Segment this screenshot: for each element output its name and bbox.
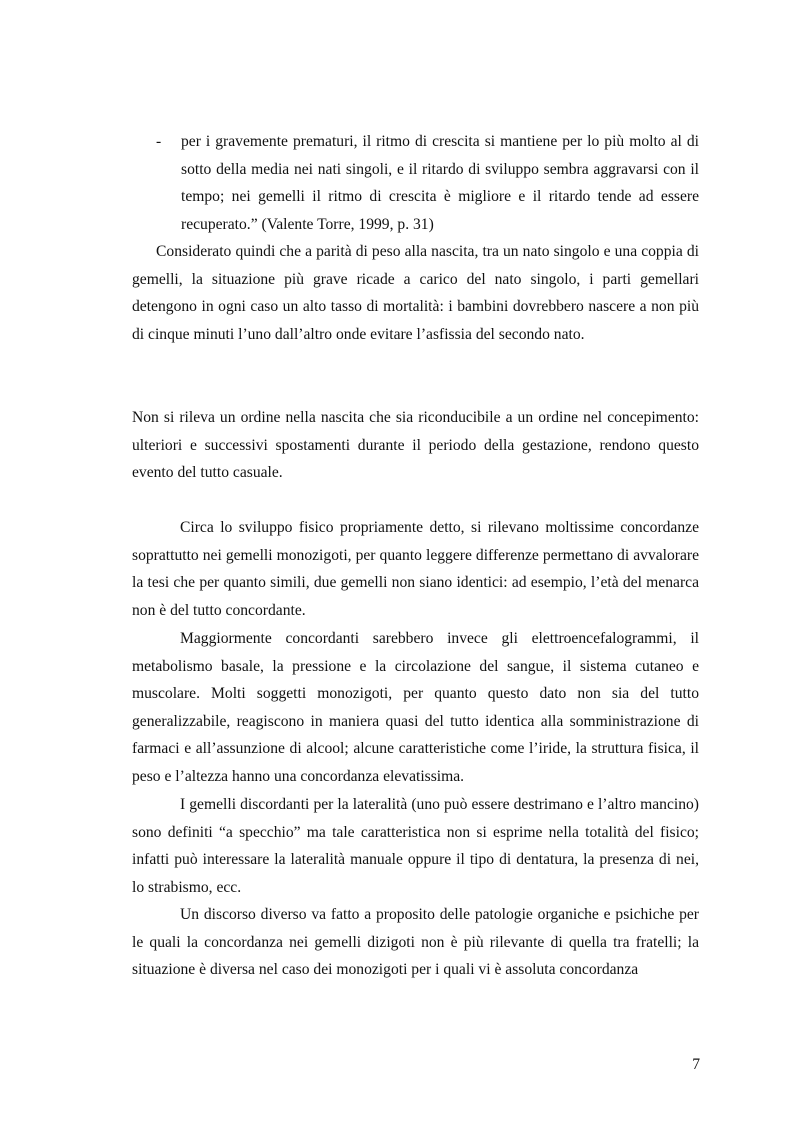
page-number: 7 bbox=[692, 1056, 700, 1073]
paragraph-birth-order: Non si rileva un ordine nella nascita che sia riconducibile a un ordine nel concepimento: ulteriori e successivi spostamenti durante il periodo della gestazione, rendono questo evento del tutto casuale. bbox=[132, 409, 699, 482]
list-item-text: per i gravemente prematuri, il ritmo di crescita si mantiene per lo più molto al di sotto della media nei nati singoli, e il ritardo di sviluppo sembra aggravarsi con il tempo; nei gemelli il ritmo di crescita è migliore e il ritardo tende ad essere recuperato.” (Valente Torre, 1999, p. 31) bbox=[181, 133, 699, 233]
paragraph-concordances: Maggiormente concordanti sarebbero invece gli elettroencefalogrammi, il metabolismo basale, la pressione e la circolazione del sangue, il sistema cutaneo e muscolare. Molti soggetti monozigoti, per quanto questo dato non sia del tutto generalizzabile, reagiscono in maniera quasi del tutto identica alla somministrazione di farmaci e all’assunzione di alcool; alcune caratteristiche come l’iride, la struttura fisica, il peso e l’altezza hanno una concordanza elevatissima. bbox=[132, 630, 699, 785]
paragraph-physical-development: Circa lo sviluppo fisico propriamente detto, si rilevano moltissime concordanze soprattutto nei gemelli monozigoti, per quanto leggere differenze permettano di avvalorare la tesi che per quanto simili, due gemelli non siano identici: ad esempio, l’età del menarca non è del tutto concordante. bbox=[132, 519, 699, 619]
list-dash-marker: - bbox=[156, 133, 162, 150]
paragraph-mortality: Considerato quindi che a parità di peso alla nascita, tra un nato singolo e una coppia di gemelli, la situazione più grave ricade a carico del nato singolo, i parti gemellari detengono in ogni caso un alto tasso di mortalità: i bambini dovrebbero nascere a non più di cinque minuti l’uno dall’altro onde evitare l’asfissia del secondo nato. bbox=[132, 243, 699, 343]
paragraph-pathologies: Un discorso diverso va fatto a proposito delle patologie organiche e psichiche per le quali la concordanza nei gemelli dizigoti non è più rilevante di quella tra fratelli; la situazione è diversa nel caso dei monozigoti per i quali vi è assoluta concordanza bbox=[132, 906, 699, 979]
paragraph-laterality: I gemelli discordanti per la lateralità (uno può essere destrimano e l’altro mancino) sono definiti “a specchio” ma tale caratteristica non si esprime nella totalità del fisico; infatti può interessare la lateralità manuale oppure il tipo di dentatura, la presenza di nei, lo strabismo, ecc. bbox=[132, 796, 699, 896]
